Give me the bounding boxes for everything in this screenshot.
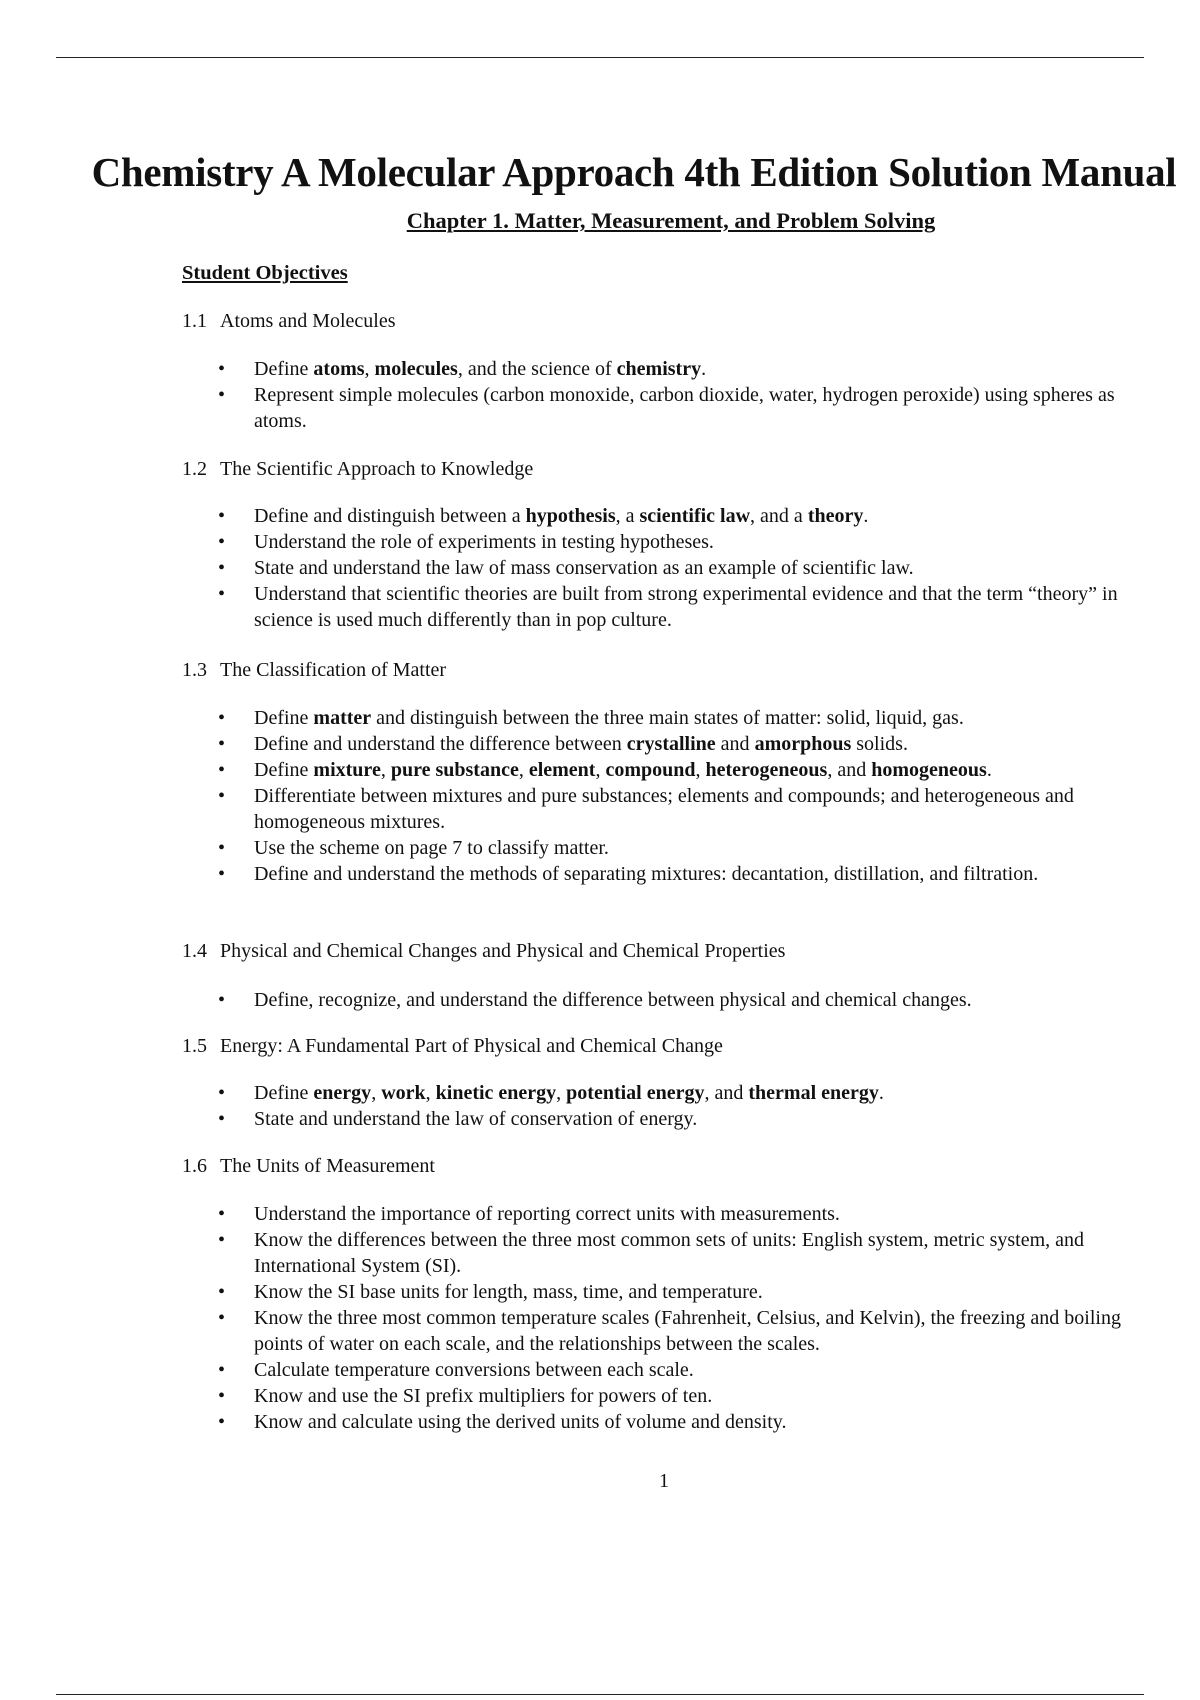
section-title: Physical and Chemical Changes and Physical and Chemical Properties (220, 940, 786, 962)
bullet-text: , (371, 1082, 382, 1104)
bullet-dot-icon: • (218, 1307, 226, 1329)
bold-term: heterogeneous (705, 759, 828, 781)
bold-term: energy (313, 1082, 372, 1104)
bullet-item (210, 529, 1136, 555)
bullet-list (210, 1080, 1136, 1132)
bold-term: mixture (313, 759, 381, 781)
document-title: Chemistry A Molecular Approach 4th Edition Solution Manual (91, 149, 1177, 195)
bullet-dot-icon: • (218, 531, 226, 553)
section-number: 1.1 (182, 310, 207, 332)
bullet-text: Define, recognize, and understand the difference between physical and chemical changes. (254, 989, 972, 1011)
bullet-text: Represent simple molecules (carbon monoxide, carbon dioxide, water, hydrogen peroxide) using spheres as atoms. (254, 384, 1115, 432)
bullet-dot-icon: • (218, 785, 226, 807)
section-number: 1.6 (182, 1155, 207, 1177)
bullet-text: Understand that scientific theories are built from strong experimental evidence and that the term “theory” in science is used much differently than in pop culture. (254, 583, 1118, 631)
bullet-text: Define (254, 759, 314, 781)
bold-term: compound (605, 759, 696, 781)
bullet-list (210, 356, 1136, 434)
bullet-item (210, 1409, 1136, 1435)
bullet-dot-icon: • (218, 837, 226, 859)
bold-term: hypothesis (525, 505, 616, 527)
section-heading (182, 940, 785, 963)
bullet-item (210, 1201, 1136, 1227)
bullet-text: Define and distinguish between a (254, 505, 526, 527)
bullet-text: Know the SI base units for length, mass, time, and temperature. (254, 1281, 763, 1303)
bullet-text: , (518, 759, 529, 781)
bullet-text: Differentiate between mixtures and pure substances; elements and compounds; and heterogeneous and homogeneous mixtures. (254, 785, 1074, 833)
bullet-dot-icon: • (218, 557, 226, 579)
bullet-text: Know the differences between the three most common sets of units: English system, metric system, and International System (SI). (254, 1229, 1085, 1277)
bullet-text: and distinguish between the three main states of matter: solid, liquid, gas. (371, 707, 964, 729)
bullet-item (210, 757, 1136, 783)
bullet-text: , (556, 1082, 567, 1104)
bullet-item (210, 861, 1136, 887)
bold-term: thermal energy (748, 1082, 879, 1104)
bullet-dot-icon: • (218, 989, 226, 1011)
section-title: The Scientific Approach to Knowledge (220, 458, 534, 480)
bullet-text: and (715, 733, 755, 755)
section-title: Energy: A Fundamental Part of Physical and Chemical Change (220, 1035, 723, 1057)
bold-term: chemistry (616, 358, 702, 380)
section-number: 1.3 (182, 659, 207, 681)
bullet-dot-icon: • (218, 733, 226, 755)
bold-term: amorphous (754, 733, 852, 755)
bullet-dot-icon: • (218, 1385, 226, 1407)
bold-term: pure substance (390, 759, 519, 781)
bullet-dot-icon: • (218, 505, 226, 527)
bullet-dot-icon: • (218, 1411, 226, 1433)
bullet-dot-icon: • (218, 583, 226, 605)
bullet-text: , (595, 759, 606, 781)
bullet-item (210, 1383, 1136, 1409)
bold-term: element (528, 759, 596, 781)
section-title: The Units of Measurement (220, 1155, 435, 1177)
bullet-dot-icon: • (218, 384, 226, 406)
section-heading (182, 659, 446, 682)
bullet-text: Define and understand the difference between (254, 733, 627, 755)
bullet-item (210, 1080, 1136, 1106)
bullet-text: , a (615, 505, 640, 527)
section-number: 1.5 (182, 1035, 207, 1057)
bullet-item (210, 1357, 1136, 1383)
bullet-dot-icon: • (218, 707, 226, 729)
bullet-item (210, 1227, 1136, 1279)
bullet-text: , and (704, 1082, 749, 1104)
page-number: 1 (659, 1470, 669, 1492)
bullet-list (210, 1201, 1136, 1435)
bullet-text: , (425, 1082, 436, 1104)
bullet-list (210, 705, 1136, 887)
bullet-dot-icon: • (218, 1229, 226, 1251)
bullet-text: Define (254, 358, 314, 380)
bullet-item (210, 356, 1136, 382)
section-title: The Classification of Matter (220, 659, 447, 681)
bullet-text: , (380, 759, 391, 781)
bullet-text: State and understand the law of mass conservation as an example of scientific law. (254, 557, 914, 579)
bold-term: potential energy (566, 1082, 705, 1104)
bullet-text: Know and calculate using the derived units of volume and density. (254, 1411, 787, 1433)
bullet-text: Understand the role of experiments in testing hypotheses. (254, 531, 714, 553)
bullet-text: Know and use the SI prefix multipliers for powers of ten. (254, 1385, 713, 1407)
bullet-dot-icon: • (218, 759, 226, 781)
bullet-dot-icon: • (218, 1082, 226, 1104)
bold-term: molecules (374, 358, 458, 380)
bullet-text: , and (827, 759, 872, 781)
bold-term: kinetic energy (435, 1082, 557, 1104)
section-number: 1.4 (182, 940, 207, 962)
bold-term: matter (313, 707, 372, 729)
bullet-dot-icon: • (218, 358, 226, 380)
bold-term: homogeneous (871, 759, 987, 781)
bold-term: theory (807, 505, 864, 527)
bold-term: work (381, 1082, 426, 1104)
bold-term: atoms (313, 358, 365, 380)
bullet-item (210, 581, 1136, 633)
bullet-item (210, 705, 1136, 731)
bullet-dot-icon: • (218, 1359, 226, 1381)
section-number: 1.2 (182, 458, 207, 480)
bullet-dot-icon: • (218, 1203, 226, 1225)
bullet-item (210, 503, 1136, 529)
bold-term: crystalline (626, 733, 716, 755)
top-rule (56, 57, 1144, 58)
bullet-text: , (695, 759, 706, 781)
bold-term: scientific law (639, 505, 751, 527)
bullet-text: . (878, 1082, 884, 1104)
bullet-text: , and the science of (457, 358, 617, 380)
bullet-item (210, 1106, 1136, 1132)
section-heading (182, 458, 533, 481)
bullet-item (210, 1279, 1136, 1305)
bullet-text: Define (254, 707, 314, 729)
bullet-item (210, 555, 1136, 581)
bullet-text: Use the scheme on page 7 to classify matter. (254, 837, 609, 859)
section-heading (182, 1035, 723, 1058)
chapter-title: Chapter 1. Matter, Measurement, and Problem Solving (406, 208, 936, 233)
bullet-text: State and understand the law of conservation of energy. (254, 1108, 698, 1130)
bullet-text: . (863, 505, 869, 527)
bullet-item (210, 382, 1136, 434)
bullet-text: Define (254, 1082, 314, 1104)
bottom-rule (56, 1694, 1144, 1695)
objectives-heading: Student Objectives (182, 262, 348, 284)
section-heading (182, 1155, 435, 1178)
bullet-list (210, 987, 1136, 1013)
bullet-text: solids. (851, 733, 908, 755)
bullet-text: , and a (750, 505, 808, 527)
bullet-text: , (364, 358, 375, 380)
bullet-item (210, 783, 1136, 835)
bullet-text: Know the three most common temperature scales (Fahrenheit, Celsius, and Kelvin), the freezing and boiling points of water on each scale, and the relationships between the scales. (254, 1307, 1121, 1355)
bullet-text: Define and understand the methods of separating mixtures: decantation, distillation, and filtration. (254, 863, 1039, 885)
bullet-item (210, 835, 1136, 861)
bullet-text: . (986, 759, 992, 781)
section-title: Atoms and Molecules (220, 310, 396, 332)
bullet-dot-icon: • (218, 863, 226, 885)
bullet-text: Understand the importance of reporting correct units with measurements. (254, 1203, 840, 1225)
bullet-text: . (701, 358, 707, 380)
bullet-item (210, 731, 1136, 757)
bullet-dot-icon: • (218, 1108, 226, 1130)
section-heading (182, 310, 396, 333)
bullet-text: Calculate temperature conversions between each scale. (254, 1359, 694, 1381)
bullet-list (210, 503, 1136, 633)
bullet-item (210, 987, 1136, 1013)
bullet-item (210, 1305, 1136, 1357)
bullet-dot-icon: • (218, 1281, 226, 1303)
